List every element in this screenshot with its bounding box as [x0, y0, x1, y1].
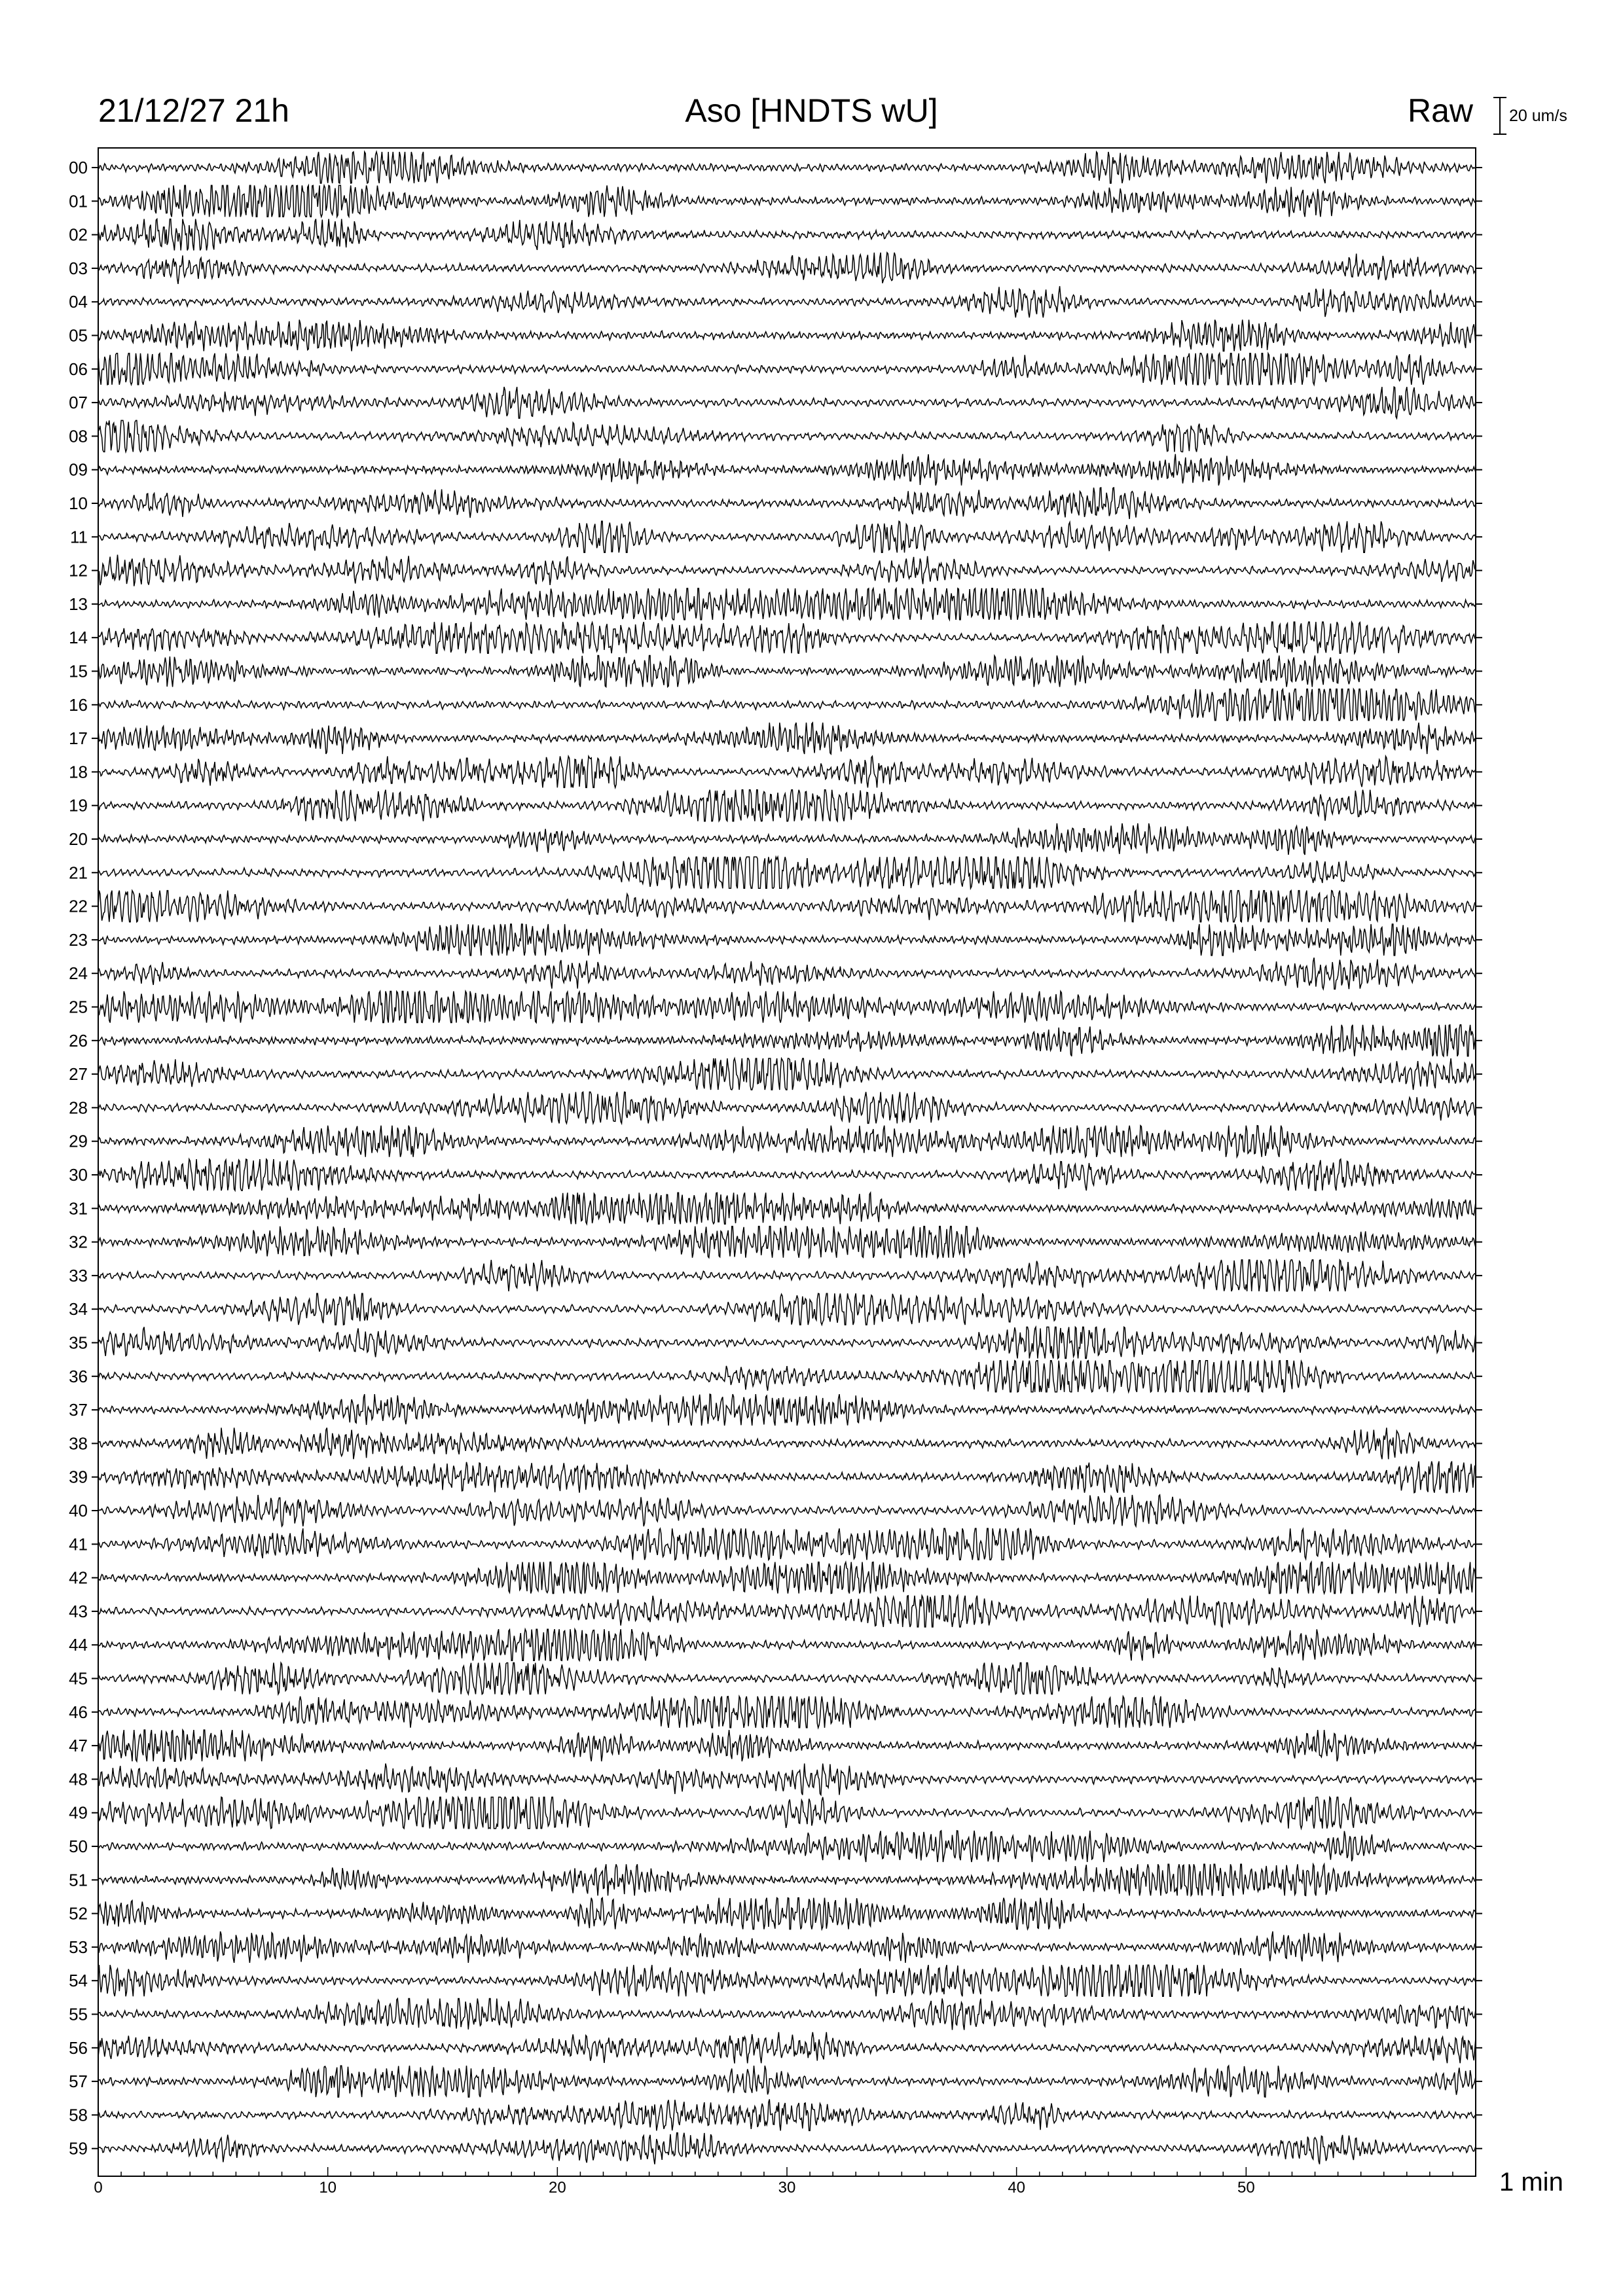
- row-label: 43: [69, 1601, 88, 1621]
- row-label: 07: [69, 393, 88, 413]
- trace-line: [98, 2066, 1476, 2097]
- trace-line: [98, 992, 1476, 1023]
- row-label: 01: [69, 191, 88, 211]
- row-label: 53: [69, 1937, 88, 1957]
- trace-line: [98, 1696, 1476, 1728]
- row-label: 04: [69, 292, 88, 312]
- trace-line: [98, 1797, 1476, 1829]
- trace-line: [98, 1999, 1476, 2030]
- trace-line: [98, 622, 1476, 653]
- row-label: 54: [69, 1971, 88, 1991]
- row-label: 22: [69, 896, 88, 916]
- x-tick-label: 50: [1237, 2179, 1255, 2197]
- row-label: 30: [69, 1165, 88, 1185]
- trace-line: [98, 555, 1476, 586]
- trace-line: [98, 588, 1476, 620]
- trace-line: [98, 454, 1476, 486]
- trace-line: [98, 1293, 1476, 1325]
- row-label: 05: [69, 325, 88, 346]
- row-label: 33: [69, 1265, 88, 1285]
- x-tick-label: 40: [1008, 2179, 1026, 2197]
- row-label: 45: [69, 1668, 88, 1689]
- trace-line: [98, 1058, 1476, 1090]
- row-label: 32: [69, 1232, 88, 1252]
- scale-bar-label: 20 um/s: [1509, 107, 1567, 125]
- trace-line: [98, 857, 1476, 888]
- trace-line: [98, 656, 1476, 687]
- trace-line: [98, 1427, 1476, 1459]
- trace-line: [98, 756, 1476, 787]
- row-label: 46: [69, 1702, 88, 1722]
- x-axis-unit-label: 1 min: [1499, 2168, 1563, 2197]
- row-label: 56: [69, 2037, 88, 2058]
- trace-line: [98, 1898, 1476, 1929]
- trace-line: [98, 1025, 1476, 1056]
- trace-line: [98, 2099, 1476, 2130]
- row-label: 39: [69, 1467, 88, 1487]
- trace-line: [98, 1193, 1476, 1224]
- trace-line: [98, 1663, 1476, 1695]
- row-label: 08: [69, 426, 88, 446]
- row-label: 37: [69, 1400, 88, 1420]
- trace-line: [98, 1260, 1476, 1291]
- trace-line: [98, 152, 1476, 183]
- trace-line: [98, 1495, 1476, 1526]
- trace-line: [98, 1227, 1476, 1258]
- trace-line: [98, 958, 1476, 989]
- row-label: 29: [69, 1131, 88, 1151]
- row-label: 26: [69, 1030, 88, 1050]
- row-label: 42: [69, 1568, 88, 1588]
- row-label: 15: [69, 661, 88, 681]
- row-label: 17: [69, 728, 88, 749]
- trace-line: [98, 1596, 1476, 1627]
- row-label: 59: [69, 2138, 88, 2159]
- trace-line: [98, 387, 1476, 418]
- trace-line: [98, 891, 1476, 922]
- trace-line: [98, 1528, 1476, 1560]
- trace-line: [98, 689, 1476, 721]
- row-label: 38: [69, 1433, 88, 1454]
- row-label: 47: [69, 1736, 88, 1756]
- row-label: 12: [69, 560, 88, 581]
- trace-line: [98, 185, 1476, 217]
- row-label: 14: [69, 628, 88, 648]
- row-label: 27: [69, 1064, 88, 1085]
- row-label: 10: [69, 493, 88, 513]
- trace-line: [98, 353, 1476, 385]
- trace-line: [98, 1159, 1476, 1191]
- row-label: 44: [69, 1635, 88, 1655]
- row-label: 06: [69, 359, 88, 379]
- row-label: 13: [69, 594, 88, 614]
- x-tick-label: 10: [319, 2179, 337, 2197]
- trace-line: [98, 286, 1476, 317]
- trace-line: [98, 1394, 1476, 1426]
- trace-line: [98, 2032, 1476, 2064]
- row-label: 02: [69, 224, 88, 245]
- row-label: 31: [69, 1198, 88, 1219]
- row-label: 51: [69, 1870, 88, 1890]
- header-mode: Raw: [1407, 92, 1473, 129]
- trace-line: [98, 790, 1476, 821]
- row-label: 34: [69, 1299, 88, 1319]
- row-label: 11: [70, 527, 88, 547]
- row-label: 28: [69, 1098, 88, 1118]
- trace-line: [98, 521, 1476, 552]
- trace-line: [98, 1361, 1476, 1392]
- row-label: 50: [69, 1837, 88, 1856]
- trace-line: [98, 1562, 1476, 1594]
- row-label: 23: [69, 929, 88, 950]
- row-label: 41: [69, 1534, 88, 1554]
- trace-line: [98, 1931, 1476, 1963]
- row-label: 40: [69, 1501, 88, 1520]
- trace-line: [98, 1126, 1476, 1157]
- row-label: 25: [69, 997, 88, 1017]
- row-label: 18: [69, 762, 88, 782]
- row-label: 19: [69, 795, 88, 816]
- trace-line: [98, 723, 1476, 754]
- trace-line: [98, 2133, 1476, 2164]
- trace-line: [98, 1092, 1476, 1123]
- row-label: 58: [69, 2105, 88, 2125]
- trace-line: [98, 320, 1476, 351]
- trace-line: [98, 488, 1476, 519]
- trace-line: [98, 253, 1476, 284]
- header-date-hour: 21/12/27 21h: [98, 92, 289, 129]
- trace-line: [98, 1629, 1476, 1660]
- row-label: 57: [69, 2072, 88, 2092]
- trace-line: [98, 420, 1476, 452]
- trace-line: [98, 1864, 1476, 1895]
- row-label: 49: [69, 1803, 88, 1823]
- row-label: 16: [69, 694, 88, 715]
- row-label: 24: [69, 963, 88, 984]
- x-tick-label: 20: [548, 2179, 566, 2197]
- trace-line: [98, 219, 1476, 251]
- trace-line: [98, 1831, 1476, 1862]
- row-label: 20: [69, 829, 88, 849]
- trace-line: [98, 1730, 1476, 1761]
- row-label: 48: [69, 1769, 88, 1789]
- row-label: 36: [69, 1366, 88, 1386]
- x-tick-label: 0: [94, 2179, 103, 2197]
- trace-line: [98, 1327, 1476, 1359]
- row-label: 09: [69, 459, 88, 480]
- row-label: 52: [69, 1903, 88, 1924]
- trace-line: [98, 1965, 1476, 1996]
- trace-line: [98, 1763, 1476, 1795]
- row-label: 21: [69, 863, 88, 883]
- row-label: 03: [69, 258, 88, 278]
- trace-line: [98, 924, 1476, 956]
- header-station-title: Aso [HNDTS wU]: [685, 92, 938, 129]
- trace-line: [98, 823, 1476, 855]
- trace-line: [98, 1462, 1476, 1493]
- row-label: 55: [69, 2004, 88, 2024]
- row-label: 35: [69, 1333, 88, 1353]
- x-tick-label: 30: [778, 2179, 796, 2197]
- row-label: 00: [69, 158, 88, 177]
- plot-frame: [98, 148, 1476, 2176]
